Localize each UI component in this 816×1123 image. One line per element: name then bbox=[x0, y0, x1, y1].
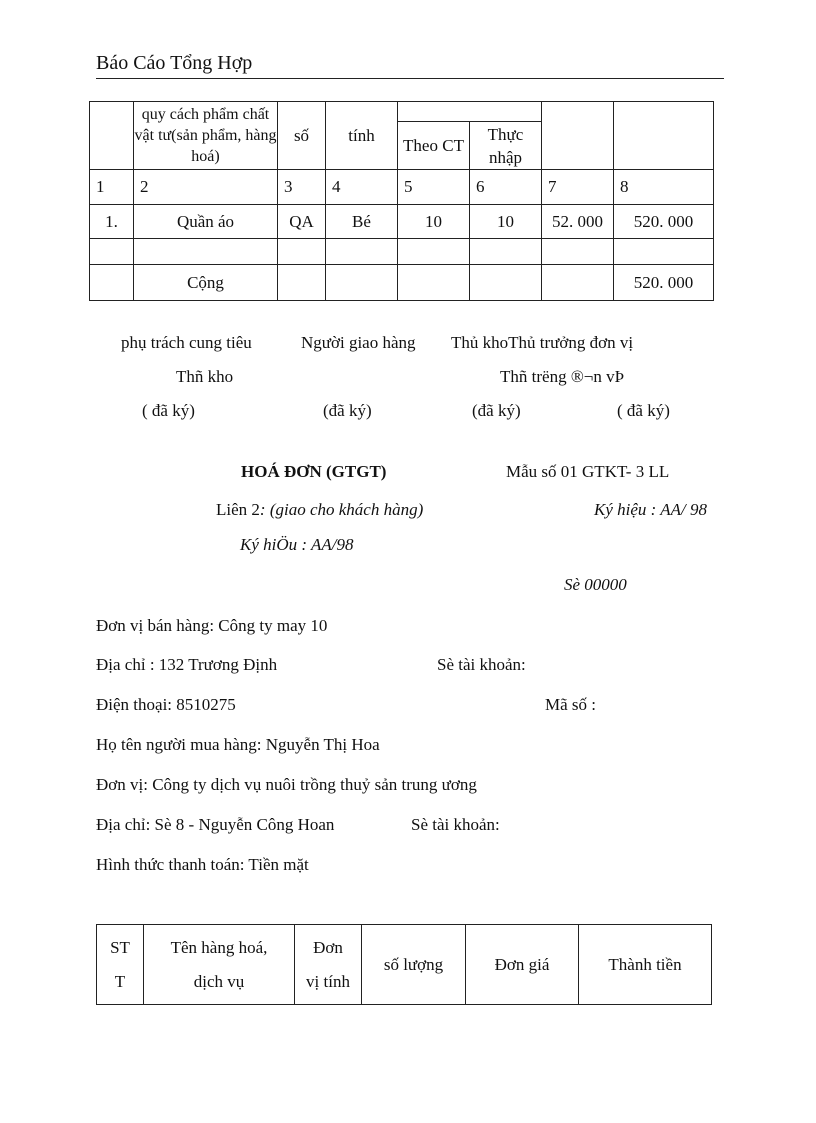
signed-note: ( đã ký) bbox=[142, 401, 195, 420]
col-number: 4 bbox=[326, 170, 398, 205]
cell-total: 520. 000 bbox=[614, 205, 714, 239]
header-cell-amount: Thành tiền bbox=[579, 925, 712, 1005]
seller-account: Sè tài khoản: bbox=[437, 655, 526, 674]
header-cell-so: số bbox=[278, 102, 326, 170]
invoice-items-table bbox=[96, 924, 712, 1005]
invoice-copy bbox=[216, 500, 423, 520]
header-cell-unit-price: Đơn giá bbox=[466, 925, 579, 1005]
header-cell-theo-ct: Theo CT bbox=[398, 122, 470, 170]
seller-phone: Điện thoại: 8510275 bbox=[96, 695, 236, 714]
signed-note: (đã ký) bbox=[323, 401, 372, 420]
cell-unit: Bé bbox=[326, 205, 398, 239]
signed-note: (đã ký) bbox=[472, 401, 521, 420]
cell-sum-total: 520. 000 bbox=[614, 265, 714, 301]
buyer-unit: Đơn vị: Công ty dịch vụ nuôi trồng thuỷ sản trung ương bbox=[96, 775, 477, 794]
cell-code: QA bbox=[278, 205, 326, 239]
col-number: 6 bbox=[470, 170, 542, 205]
cell-theo-ct: 10 bbox=[398, 205, 470, 239]
sig-role-deliverer: Người giao hàng bbox=[301, 333, 416, 352]
cell-sum-label: Cộng bbox=[134, 265, 278, 301]
invoice-symbol: Ký hiệu : AA/ 98 bbox=[594, 500, 707, 519]
header-cell-quantity: số lượng bbox=[362, 925, 466, 1005]
header-cell-tinh: tính bbox=[326, 102, 398, 170]
col-number: 3 bbox=[278, 170, 326, 205]
col-number: 5 bbox=[398, 170, 470, 205]
header-cell-thuc-nhap: Thực nhập bbox=[470, 122, 542, 170]
cell-price: 52. 000 bbox=[542, 205, 614, 239]
header-cell-stt: ST T bbox=[97, 925, 144, 1005]
cell-thuc-nhap: 10 bbox=[470, 205, 542, 239]
header-cell-quantity-group bbox=[398, 102, 542, 122]
page-header-title: Báo Cáo Tổng Hợp bbox=[96, 52, 253, 74]
invoice-copy-label: Liên 2 bbox=[216, 500, 260, 519]
header-cell-unit: Đơn vị tính bbox=[295, 925, 362, 1005]
goods-receipt-table bbox=[89, 101, 714, 301]
col-number: 7 bbox=[542, 170, 614, 205]
signed-note: ( đã ký) bbox=[617, 401, 670, 420]
invoice-form-number: Mẫu số 01 GTKT- 3 LL bbox=[506, 462, 670, 481]
buyer-address: Địa chỉ: Sè 8 - Nguyễn Công Hoan bbox=[96, 815, 335, 834]
invoice-copy-note: : (giao cho khách hàng) bbox=[259, 500, 424, 519]
cell-name: Quần áo bbox=[134, 205, 278, 239]
seller-tax-code: Mã số : bbox=[545, 695, 596, 714]
cell-stt: 1. bbox=[90, 205, 134, 239]
table-row-empty bbox=[90, 239, 714, 265]
table-row bbox=[90, 205, 714, 239]
column-number-row bbox=[90, 170, 714, 205]
col-number: 8 bbox=[614, 170, 714, 205]
header-cell-price bbox=[542, 102, 614, 170]
invoice-number: Sè 00000 bbox=[564, 575, 627, 594]
invoice-symbol-2: Ký hiÖu : AA/98 bbox=[240, 535, 354, 554]
buyer-account: Sè tài khoản: bbox=[411, 815, 500, 834]
table-row-sum bbox=[90, 265, 714, 301]
col-number: 2 bbox=[134, 170, 278, 205]
header-cell-total bbox=[614, 102, 714, 170]
payment-method: Hình thức thanh toán: Tiền mặt bbox=[96, 855, 309, 874]
col-number: 1 bbox=[90, 170, 134, 205]
header-divider bbox=[96, 78, 724, 79]
seller-unit: Đơn vị bán hàng: Công ty may 10 bbox=[96, 616, 328, 635]
buyer-name: Họ tên người mua hàng: Nguyễn Thị Hoa bbox=[96, 735, 380, 754]
header-cell-stt bbox=[90, 102, 134, 170]
sig-role-head: Thñ trëng ®¬n vÞ bbox=[500, 367, 625, 386]
header-cell-spec: quy cách phẩm chất vật tư(sản phẩm, hàng hoá) bbox=[134, 102, 278, 170]
header-cell-item-name: Tên hàng hoá, dịch vụ bbox=[144, 925, 295, 1005]
sig-role-warehouse-head: Thủ khoThủ trưởng đơn vị bbox=[451, 333, 634, 352]
sig-role-supply: phụ trách cung tiêu bbox=[121, 333, 252, 352]
seller-address: Địa chỉ : 132 Trương Định bbox=[96, 655, 278, 674]
sig-role-warehouse: Thñ kho bbox=[176, 367, 234, 386]
invoice-title: HOÁ ĐƠN (GTGT) bbox=[241, 462, 387, 481]
